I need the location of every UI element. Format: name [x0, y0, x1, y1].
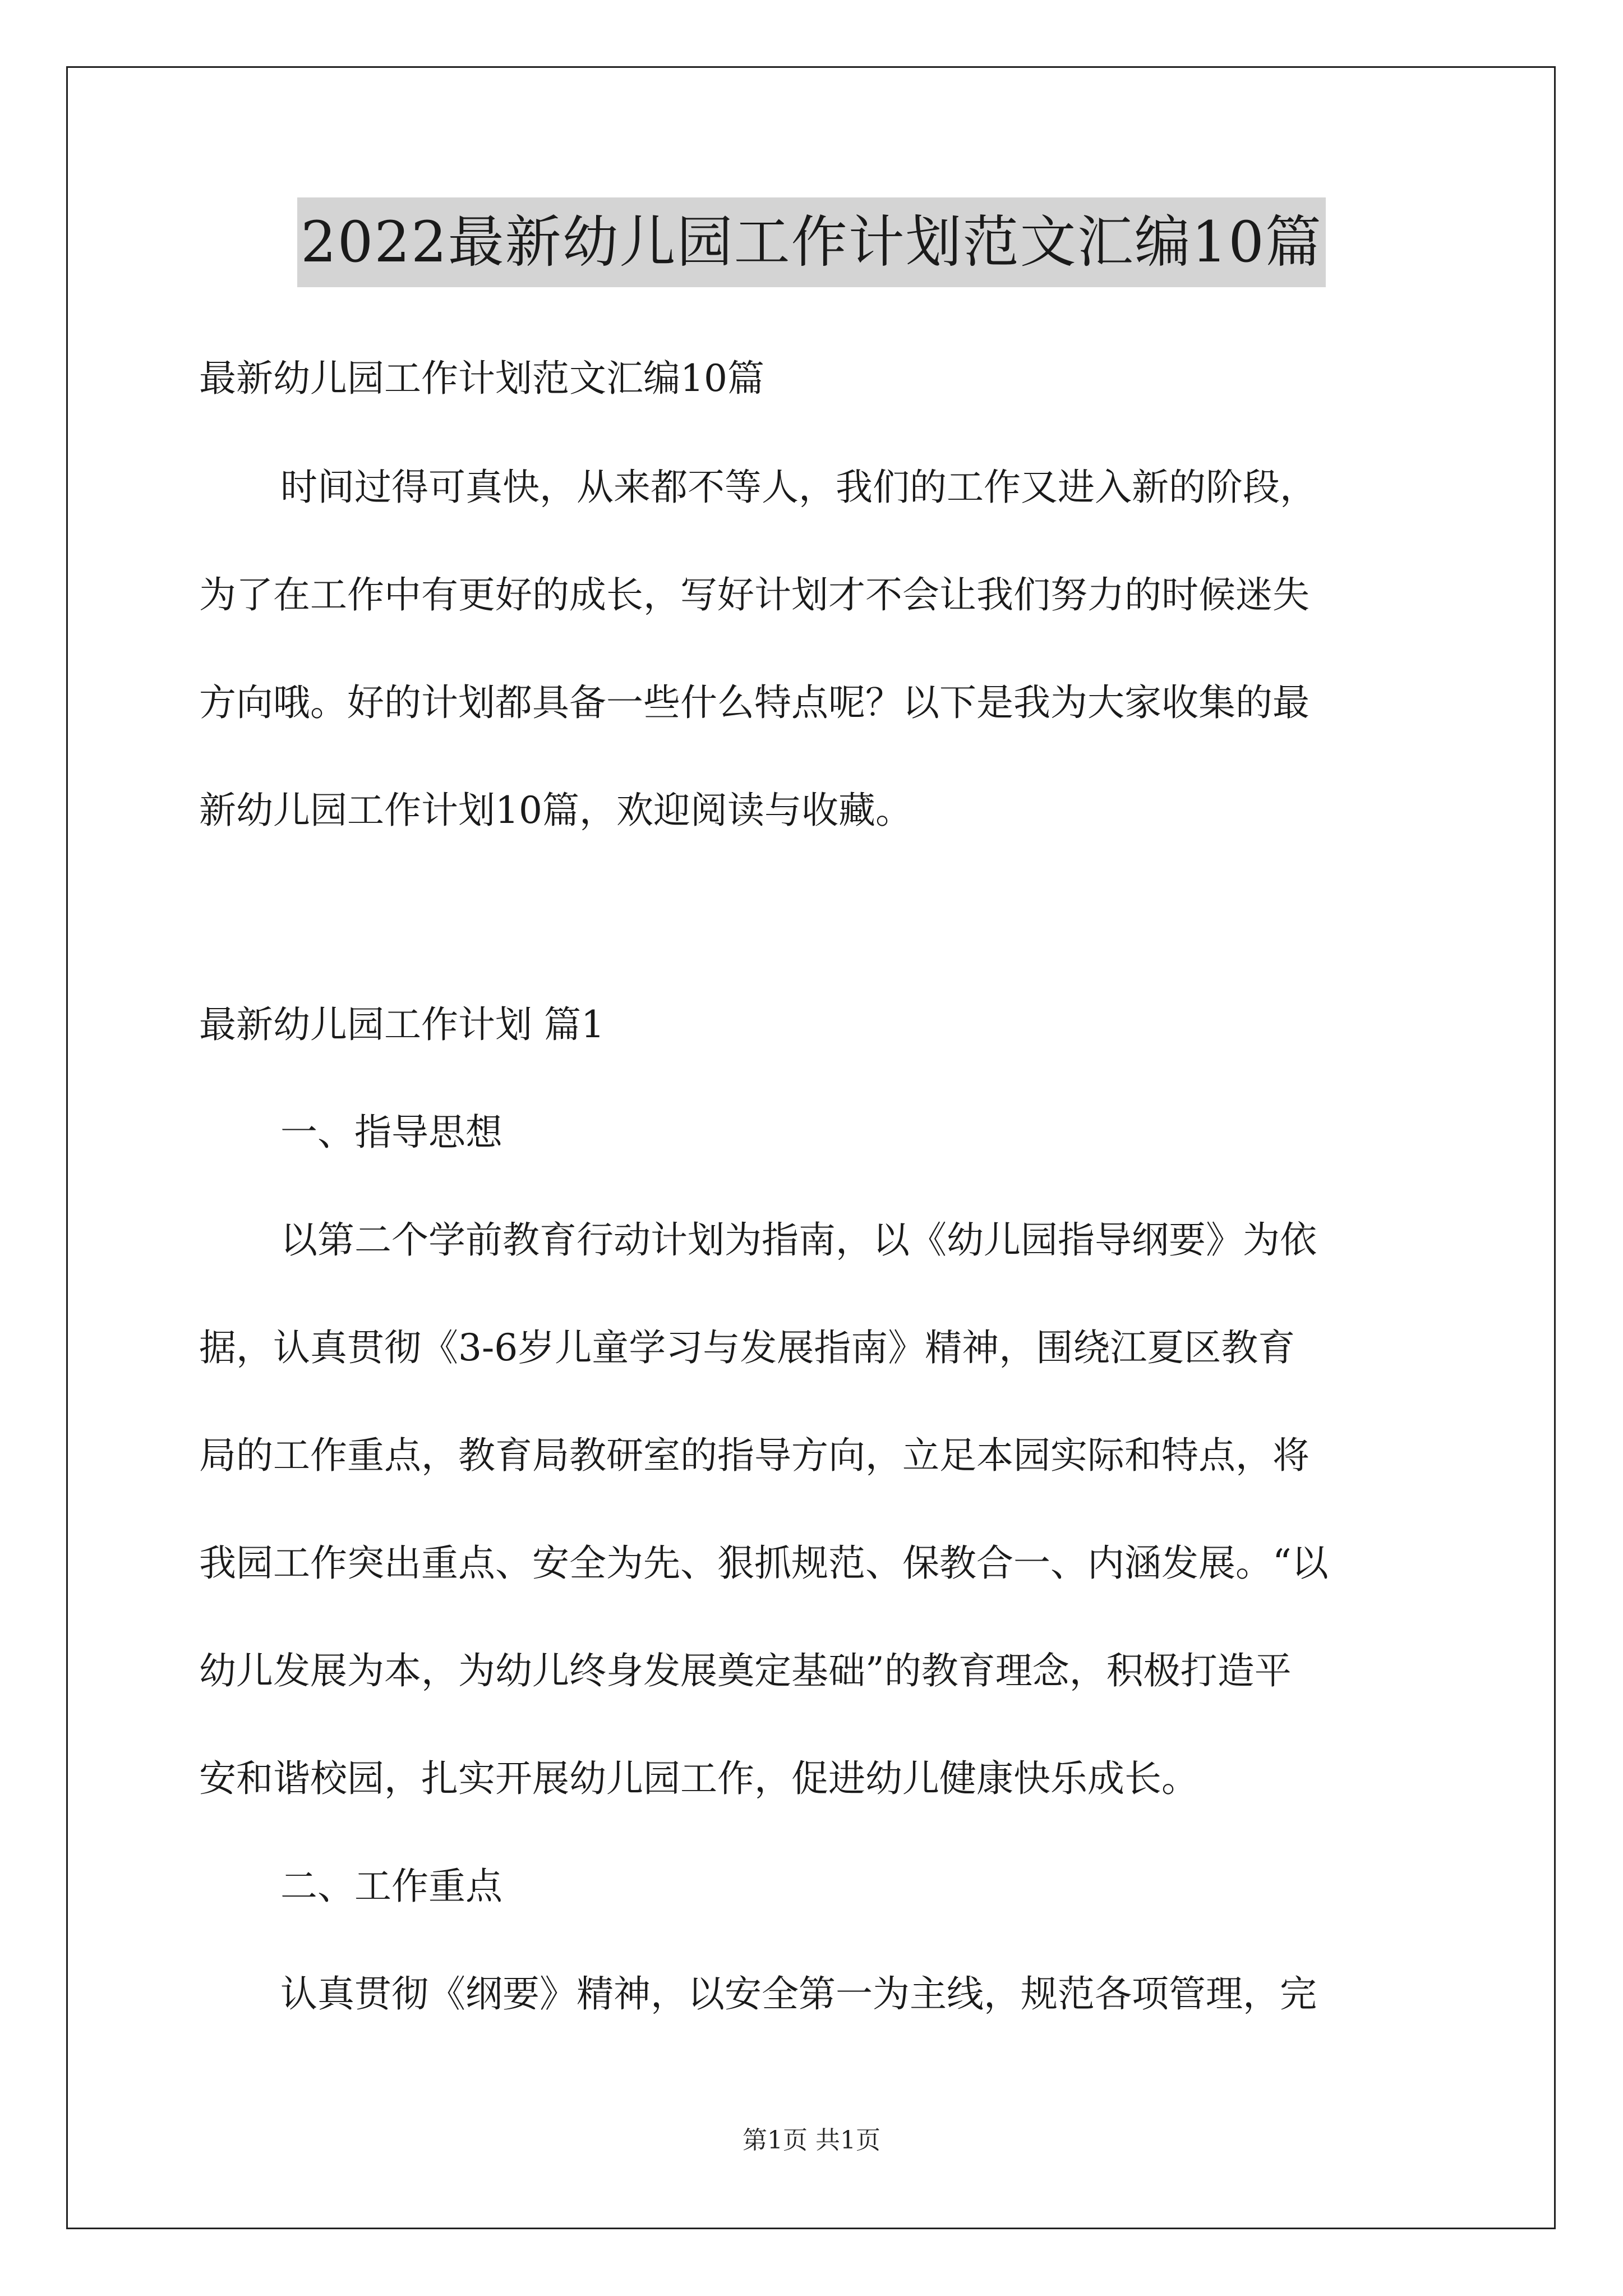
- intro-line-4: 新幼儿园工作计划10篇，欢迎阅读与收藏。: [199, 789, 912, 832]
- para1-line-4: 我园工作突出重点、安全为先、狠抓规范、保教合一、内涵发展。“以: [199, 1542, 1329, 1585]
- page-footer: 第1页 共1页: [743, 2126, 880, 2155]
- para1-line-2: 据，认真贯彻《3-6岁儿童学习与发展指南》精神，围绕江夏区教育: [199, 1326, 1295, 1369]
- para1-line-1: 以第二个学前教育行动计划为指南，以《幼儿园指导纲要》为依: [280, 1218, 1317, 1262]
- para2-line-1: 认真贯彻《纲要》精神，以安全第一为主线，规范各项管理，完: [280, 1972, 1317, 2016]
- intro-line-1: 时间过得可真快，从来都不等人，我们的工作又进入新的阶段，: [280, 466, 1317, 509]
- document-subtitle: 最新幼儿园工作计划范文汇编10篇: [199, 357, 764, 400]
- document-title: 2022最新幼儿园工作计划范文汇编10篇: [297, 197, 1326, 287]
- heading-work-focus: 二、工作重点: [280, 1865, 502, 1908]
- intro-line-3: 方向哦。好的计划都具备一些什么特点呢？以下是我为大家收集的最: [199, 681, 1310, 724]
- section-title: 最新幼儿园工作计划 篇1: [199, 1003, 605, 1046]
- para1-line-5: 幼儿发展为本，为幼儿终身发展奠定基础”的教育理念，积极打造平: [199, 1649, 1292, 1692]
- para1-line-6: 安和谐校园，扎实开展幼儿园工作，促进幼儿健康快乐成长。: [199, 1757, 1198, 1800]
- heading-guiding-ideology: 一、指导思想: [280, 1111, 502, 1154]
- para1-line-3: 局的工作重点，教育局教研室的指导方向，立足本园实际和特点，将: [199, 1434, 1310, 1477]
- title-container: [0, 197, 1623, 287]
- intro-line-2: 为了在工作中有更好的成长，写好计划才不会让我们努力的时候迷失: [199, 573, 1310, 616]
